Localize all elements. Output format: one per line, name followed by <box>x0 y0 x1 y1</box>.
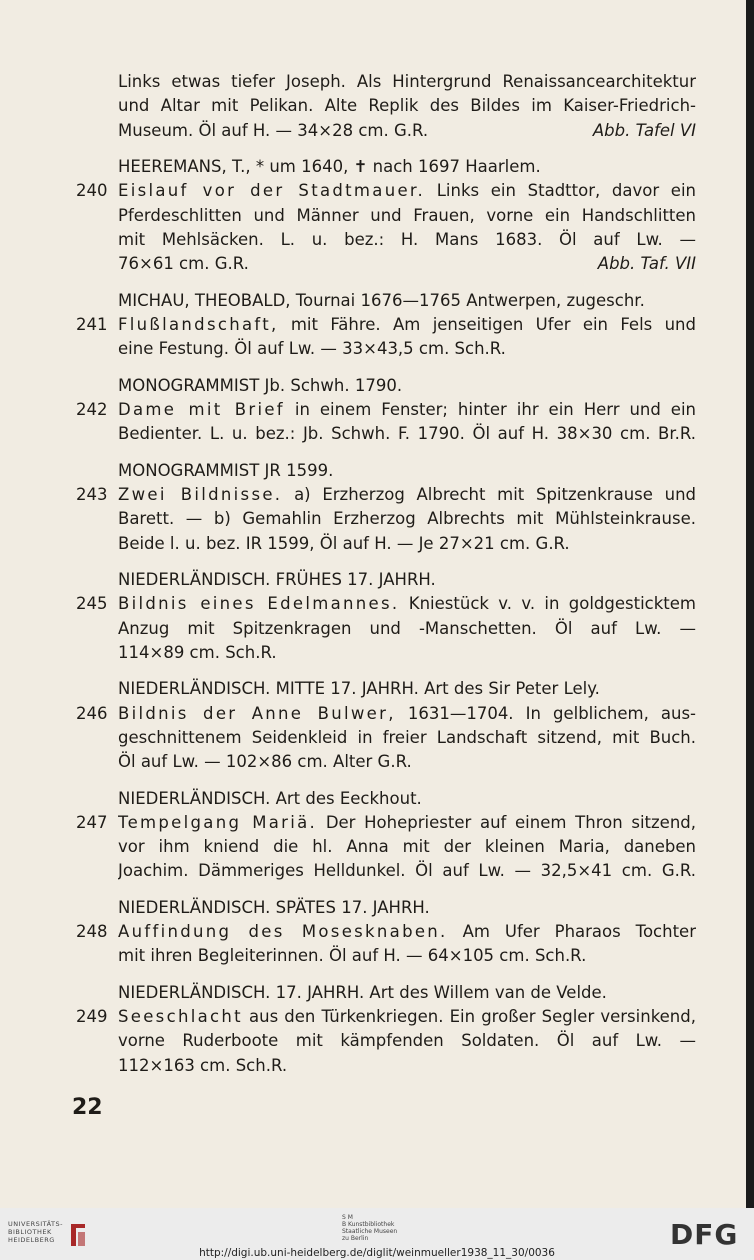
entry-text: Kniestück v. v. in goldgesticktem <box>408 594 696 614</box>
entry-text: 1631—1704. In gelblichem, aus- <box>407 703 696 723</box>
figure-reference: Abb. Taf. VII <box>597 254 696 274</box>
entry-line <box>118 252 696 276</box>
entry-line <box>118 835 696 859</box>
entry-text: mit Mehlsäcken. L. u. bez.: H. Mans 1683. Öl auf Lw. — <box>118 229 696 249</box>
entry-line <box>118 94 696 118</box>
entry-line <box>118 920 696 944</box>
entry-line <box>118 859 696 883</box>
entry-text: Am Ufer Pharaos Tochter <box>462 922 696 942</box>
catalogue-number: 246 <box>76 703 108 723</box>
artist-heading: NIEDERLÄNDISCH. MITTE 17. JAHRH. Art des Sir Peter Lely. <box>118 679 600 699</box>
entry-text: mit Fähre. Am jenseitigen Ufer ein Fels und <box>290 314 696 334</box>
artist-heading: MICHAU, THEOBALD, Tournai 1676—1765 Antwerpen, zugeschr. <box>118 290 645 310</box>
entry-line <box>118 313 696 337</box>
entry-text: 76×61 cm. G.R. <box>118 254 249 274</box>
painting-title: Dame mit Brief <box>118 399 285 419</box>
painting-title: Bildnis der Anne Bulwer, <box>118 703 396 723</box>
entry-text: Bedienter. L. u. bez.: Jb. Schwh. F. 1790. Öl auf H. 38×30 cm. Br.R. <box>118 424 696 444</box>
entry-line <box>118 811 696 835</box>
entry-line <box>118 944 696 968</box>
scan-edge <box>746 0 754 1208</box>
entry-line <box>118 337 696 361</box>
catalogue-number: 247 <box>76 812 108 832</box>
entry-line <box>118 483 696 507</box>
source-url[interactable]: http://digi.ub.uni-heidelberg.de/diglit/weinmueller1938_11_30/0036 <box>199 1247 555 1259</box>
entry-line <box>118 119 696 143</box>
entry-text: Barett. — b) Gemahlin Erzherzog Albrechts mit Mühlsteinkrause. <box>118 509 696 529</box>
entry-line <box>118 702 696 726</box>
entry-line <box>118 592 696 616</box>
artist-heading: NIEDERLÄNDISCH. 17. JAHRH. Art des Willem van de Velde. <box>118 982 607 1002</box>
entry-line <box>118 617 696 641</box>
entry-text: vorne Ruderboote mit kämpfenden Soldaten. Öl auf Lw. — <box>118 1031 696 1051</box>
entry-text: Anzug mit Spitzenkragen und -Manschetten. Öl auf Lw. — <box>118 618 696 638</box>
painting-title: Bildnis eines Edelmannes. <box>118 594 400 614</box>
catalogue-number: 241 <box>76 314 108 334</box>
catalogue-number: 240 <box>76 181 108 201</box>
figure-reference: Abb. Tafel VI <box>592 120 696 140</box>
entry-line <box>118 204 696 228</box>
entry-text: in einem Fenster; hinter ihr ein Herr und ein <box>294 399 696 419</box>
entry-line <box>118 726 696 750</box>
page-number: 22 <box>72 1095 103 1120</box>
artist-heading: MONOGRAMMIST JR 1599. <box>118 460 334 480</box>
entry-line <box>118 507 696 531</box>
entry-text: Links ein Stadttor, davor ein <box>436 181 696 201</box>
entry-text: Pferdeschlitten und Männer und Frauen, vorne ein Handschlitten <box>118 205 696 225</box>
catalogue-number: 245 <box>76 594 108 614</box>
entry-line <box>118 179 696 203</box>
entry-text: eine Festung. Öl auf Lw. — 33×43,5 cm. Sch.R. <box>118 339 506 359</box>
entry-text: Joachim. Dämmeriges Helldunkel. Öl auf Lw. — 32,5×41 cm. G.R. <box>118 861 696 881</box>
painting-title: Eislauf vor der Stadtmauer. <box>118 181 426 201</box>
entry-text: aus den Türkenkriegen. Ein großer Segler versinkend, <box>249 1007 696 1027</box>
entry-line <box>118 1029 696 1053</box>
entry-line <box>118 398 696 422</box>
artist-heading: NIEDERLÄNDISCH. SPÄTES 17. JAHRH. <box>118 897 430 917</box>
painting-title: Flußlandschaft, <box>118 314 279 334</box>
university-logo-icon <box>67 1220 89 1250</box>
entry-text: Öl auf Lw. — 102×86 cm. Alter G.R. <box>118 752 412 772</box>
entry-line <box>118 641 696 665</box>
entry-line <box>118 750 696 774</box>
artist-heading: NIEDERLÄNDISCH. FRÜHES 17. JAHRH. <box>118 569 436 589</box>
catalogue-number: 249 <box>76 1007 108 1027</box>
entry-text: geschnittenem Seidenkleid in freier Landschaft sitzend, mit Buch. <box>118 727 696 747</box>
entry-text: a) Erzherzog Albrecht mit Spitzenkrause und <box>294 484 696 504</box>
artist-heading: MONOGRAMMIST Jb. Schwh. 1790. <box>118 375 403 395</box>
entry-text: Der Hohepriester auf einem Thron sitzend, <box>325 812 696 832</box>
entry-line <box>118 532 696 556</box>
entry-line <box>118 1054 696 1078</box>
entry-text: vor ihm kniend die hl. Anna mit der kleinen Maria, daneben <box>118 837 696 857</box>
entry-text: 114×89 cm. Sch.R. <box>118 642 277 662</box>
entry-text: 112×163 cm. Sch.R. <box>118 1055 288 1075</box>
entry-text: Links etwas tiefer Joseph. Als Hintergrund Renaissancearchitektur <box>118 72 696 91</box>
footer-bar <box>0 1208 754 1260</box>
painting-title: Zwei Bildnisse. <box>118 484 283 504</box>
entry-text: Beide l. u. bez. IR 1599, Öl auf H. — Je 27×21 cm. G.R. <box>118 533 570 553</box>
entry-line <box>118 70 696 94</box>
dfg-logo: DFG <box>670 1218 739 1251</box>
entry-line <box>118 422 696 446</box>
artist-heading: HEEREMANS, T., * um 1640, ✝ nach 1697 Haarlem. <box>118 157 541 176</box>
artist-heading: NIEDERLÄNDISCH. Art des Eeckhout. <box>118 788 422 808</box>
catalogue-number: 242 <box>76 399 108 419</box>
painting-title: Seeschlacht <box>118 1007 243 1027</box>
catalogue-number: 243 <box>76 484 108 504</box>
entry-text: und Altar mit Pelikan. Alte Replik des Bildes im Kaiser-Friedrich- <box>118 96 696 116</box>
entry-line <box>118 1005 696 1029</box>
entry-line <box>118 228 696 252</box>
catalogue-number: 248 <box>76 922 108 942</box>
entry-text: mit ihren Begleiterinnen. Öl auf H. — 64×105 cm. Sch.R. <box>118 946 587 966</box>
entry-text: Museum. Öl auf H. — 34×28 cm. G.R. <box>118 120 429 140</box>
painting-title: Auffindung des Mosesknaben. <box>118 922 448 942</box>
university-library-label: UNIVERSITÄTS- BIBLIOTHEK HEIDELBERG <box>8 1220 63 1244</box>
painting-title: Tempelgang Mariä. <box>118 812 318 832</box>
library-stamp-text: S M B Kunstbibliothek Staatliche Museen zu Berlin <box>342 1214 398 1242</box>
